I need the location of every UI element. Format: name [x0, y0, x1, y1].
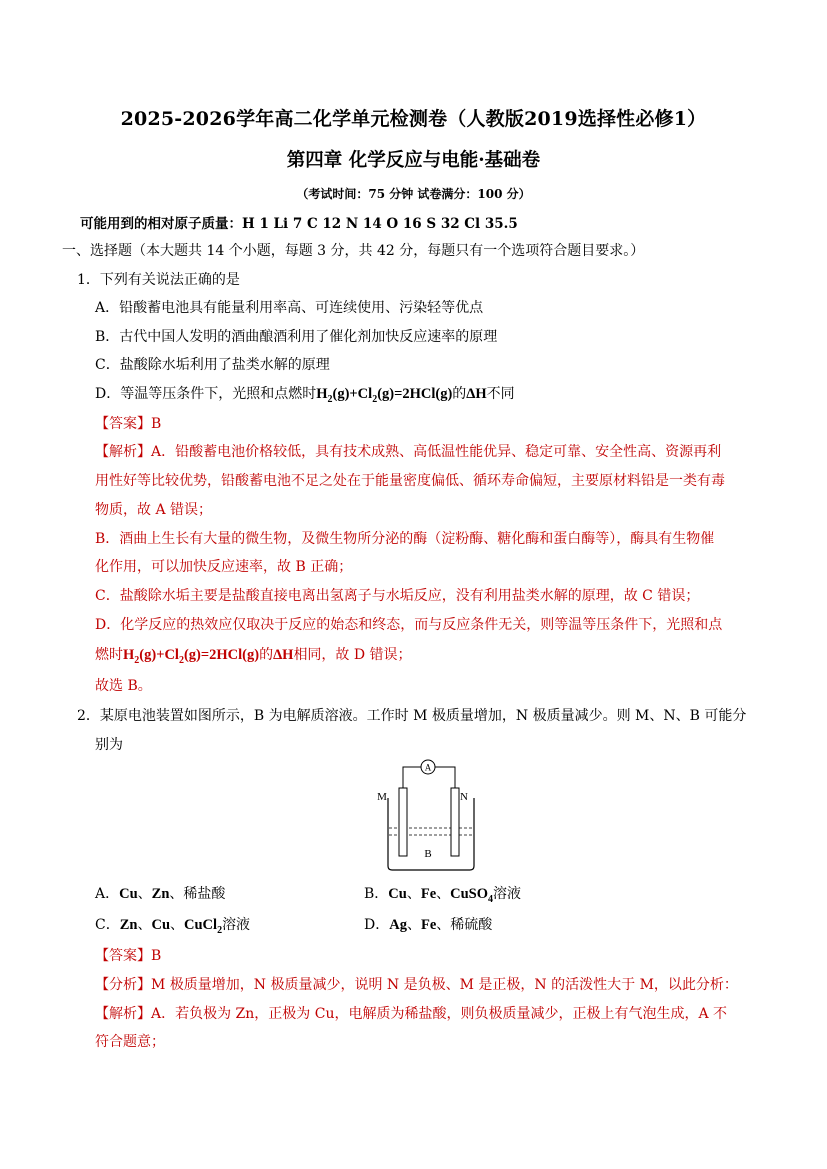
q2-answer: 【答案】B	[95, 948, 162, 964]
wire-left	[403, 767, 421, 788]
q1-option-a: A．铅酸蓄电池具有能量利用率高、可连续使用、污染轻等优点	[95, 300, 484, 316]
q1-analysis-line: 物质，故 A 错误；	[95, 502, 213, 518]
electrode-n	[451, 788, 459, 856]
label-b: B	[424, 848, 432, 860]
electrode-m	[399, 788, 407, 856]
ammeter-label: A	[424, 762, 432, 773]
label-n: N	[460, 791, 468, 803]
q1-analysis-line: 【解析】A．铅酸蓄电池价格较低，具有技术成熟、高低温性能优异、稳定可靠、安全性高、资源再利	[95, 444, 722, 460]
q1-answer: 【答案】B	[95, 416, 162, 432]
q1-analysis-line: 用性好等比较优势，铅酸蓄电池不足之处在于能量密度偏低、循环寿命偏短，主要原材料铅是一类有毒	[95, 473, 725, 489]
q1-option-b: B．古代中国人发明的酒曲酿酒利用了催化剂加快反应速率的原理	[95, 329, 498, 345]
q1-option-d: D．等温等压条件下，光照和点燃时$H_2(g)+Cl_2(g)=2HCl(g)$的ΔH不同	[95, 386, 515, 405]
q1-option-c: C．盐酸除水垢利用了盐类水解的原理	[95, 357, 330, 373]
q1-analysis-line: D．化学反应的热效应仅取决于反应的始态和终态，而与反应条件无关，则等温等压条件下，光照和点	[95, 617, 723, 633]
q2-explanation: 【解析】A．若负极为 Zn，正极为 Cu，电解质为稀盐酸，则负极质量减少，正极上有气泡生成，A 不	[95, 1006, 728, 1022]
galvanic-cell-diagram	[370, 758, 485, 873]
q2-explanation: 符合题意；	[95, 1034, 165, 1050]
q1-analysis-line: 化作用，可以加快反应速率，故 B 正确；	[95, 559, 353, 575]
q1-analysis-line: 故选 B。	[95, 678, 152, 694]
section-heading: 一、选择题（本大题共 14 个小题，每题 3 分，共 42 分，每题只有一个选项符合题目要求。）	[62, 243, 645, 259]
q2-option-c: C．Zn、Cu、CuCl$_2$溶液	[95, 917, 251, 936]
q1-analysis-line: C．盐酸除水垢主要是盐酸直接电离出氢离子与水垢反应，没有利用盐类水解的原理，故 C 错误；	[95, 588, 700, 604]
q2-option-d: D．Ag、Fe、稀硫酸	[364, 917, 493, 933]
q2-option-b: B．Cu、Fe、CuSO$_4$溶液	[364, 886, 522, 905]
chapter-title: 第四章 化学反应与电能·基础卷	[286, 150, 541, 171]
wire-right	[435, 767, 455, 788]
q1-analysis-line: 燃时$H_2(g)+Cl_2(g)=2HCl(g)$的ΔH相同，故 D 错误；	[95, 647, 412, 666]
equation: $H_2(g)+Cl_2(g)=2HCl(g)$	[123, 647, 260, 666]
q2-option-a: A．Cu、Zn、稀盐酸	[95, 886, 226, 902]
exam-info: （考试时间：75 分钟 试卷满分：100 分）	[296, 187, 531, 201]
exam-title: 2025-2026学年高二化学单元检测卷（人教版2019选择性必修1）	[120, 108, 707, 130]
q1-analysis-line: B．酒曲上生长有大量的微生物，及微生物所分泌的酶（淀粉酶、糖化酶和蛋白酶等），酶具有生物催	[95, 531, 715, 547]
q2-stem-cont: 别为	[95, 737, 123, 753]
atomic-masses: 可能用到的相对原子质量：H 1 Li 7 C 12 N 14 O 16 S 32 Cl 35.5	[80, 216, 518, 232]
q2-analysis: 【分析】M 极质量增加，N 极质量减少，说明 N 是负极、M 是正极，N 的活泼性大于 M，以此分析：	[95, 977, 738, 993]
label-m: M	[377, 791, 387, 803]
q1-stem: 1．下列有关说法正确的是	[77, 272, 240, 288]
q2-stem: 2．某原电池装置如图所示，B 为电解质溶液。工作时 M 极质量增加，N 极质量减少。则 M、N、B 可能分	[77, 708, 747, 724]
equation: $H_2(g)+Cl_2(g)=2HCl(g)$	[316, 386, 453, 405]
